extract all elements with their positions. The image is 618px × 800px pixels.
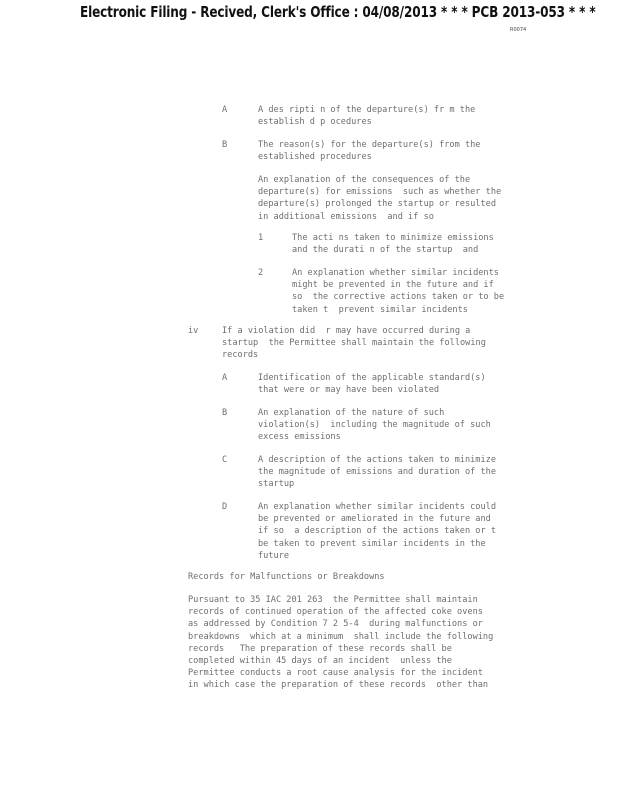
item-label: C xyxy=(222,455,228,465)
item-text: Identification of the applicable standard(s) that were or may have been violated xyxy=(258,373,486,396)
body-paragraph: Pursuant to 35 IAC 201 263 the Permittee shall maintain records of continued operation of the affected coke ovens as addressed by Condition 7 2 5-4 during malfunctions or breakdowns which at a minimum shall include the following records The preparation of these records shall be completed within 45 days of an incident unless the Permittee conducts a root cause analysis for the incident in which case the preparation of these records other than xyxy=(188,595,494,691)
item-label: iv xyxy=(188,326,199,336)
item-label: B xyxy=(222,140,228,150)
item-label: A xyxy=(222,105,228,115)
item-text: An explanation of the nature of such violation(s) including the magnitude of such excess emissions xyxy=(258,408,491,443)
page-reference: R0074 xyxy=(510,27,527,33)
item-text: An explanation whether similar incidents could be prevented or ameliorated in the future and if so a description of the actions taken or t be taken to prevent similar incidents in the future xyxy=(258,502,496,561)
item-text: The reason(s) for the departure(s) from the established procedures xyxy=(258,140,481,163)
item-text: A des ripti n of the departure(s) fr m the establish d p ocedures xyxy=(258,105,476,128)
item-label: 2 xyxy=(258,268,264,278)
item-text: An explanation of the consequences of the departure(s) for emissions such as whether the departure(s) prolonged the startup or resulted in additional emissions and if so xyxy=(258,175,502,222)
item-label: 1 xyxy=(258,233,264,243)
item-label: A xyxy=(222,373,228,383)
item-text: An explanation whether similar incidents might be prevented in the future and if so the corrective actions taken or to be taken t prevent similar incidents xyxy=(292,268,505,315)
item-text: If a violation did r may have occurred during a startup the Permittee shall maintain the following records xyxy=(222,326,486,361)
section-heading: Records for Malfunctions or Breakdowns xyxy=(188,572,385,582)
item-label: B xyxy=(222,408,228,418)
item-text: A description of the actions taken to minimize the magnitude of emissions and duration of the startup xyxy=(258,455,496,490)
filing-stamp: Electronic Filing - Recived, Clerk's Office : 04/08/2013 * * * PCB 2013-053 * * * xyxy=(80,3,596,21)
item-label: D xyxy=(222,502,228,512)
item-text: The acti ns taken to minimize emissions and the durati n of the startup and xyxy=(292,233,494,256)
